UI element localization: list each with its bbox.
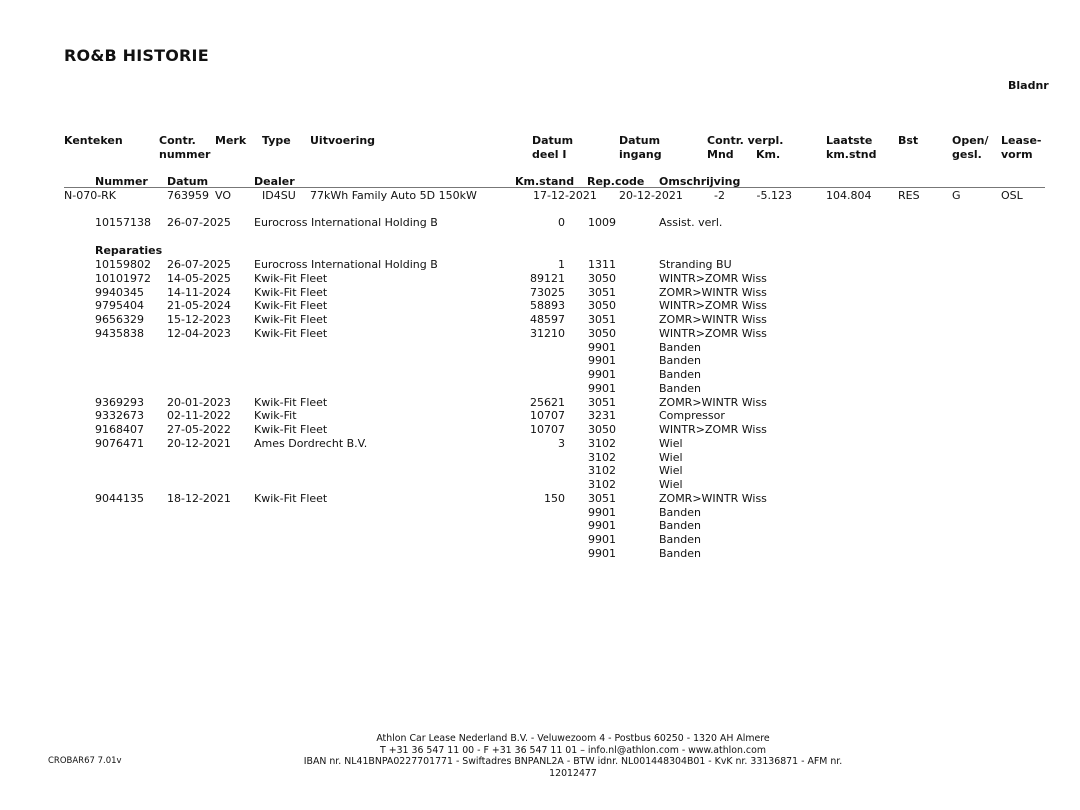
row-omschrijving: Wiel <box>659 436 683 450</box>
row-omschrijving: ZOMR>WINTR Wiss <box>659 491 767 505</box>
vehicle-type: ID4SU <box>262 189 296 202</box>
header-km: Km. <box>756 147 781 161</box>
row-omschrijving: Banden <box>659 340 701 354</box>
row-repcode: 3051 <box>588 285 616 299</box>
row-datum: 14-11-2024 <box>167 285 231 299</box>
row-omschrijving: Wiel <box>659 478 683 491</box>
header-open-line2: gesl. <box>952 147 982 161</box>
row-dealer: Kwik-Fit Fleet <box>254 299 328 313</box>
assist-nummer: 10157138 <box>95 216 151 229</box>
assist-datum: 26-07-2025 <box>167 216 231 229</box>
header-laatste-line1: Laatste <box>826 134 873 147</box>
row-repcode: 3051 <box>588 491 616 505</box>
row-omschrijving: WINTR>ZOMR Wiss <box>659 326 767 340</box>
footer-line-address: Athlon Car Lease Nederland B.V. - Veluwezoom 4 - Postbus 60250 - 1320 AH Almere <box>376 733 770 744</box>
assist-dealer: Eurocross International Holding B <box>254 216 438 229</box>
row-kmstand: 10707 <box>530 409 565 423</box>
row-repcode: 3050 <box>588 299 616 313</box>
row-dealer: Kwik-Fit <box>254 409 297 423</box>
header-datum-ingang-line1: Datum <box>619 134 661 147</box>
row-repcode: 9901 <box>588 505 616 519</box>
row-omschrijving: Banden <box>659 519 701 533</box>
row-nummer: 9044135 <box>95 491 144 505</box>
header-laatste <box>826 134 876 161</box>
header-datum-ingang-line2: ingang <box>619 147 662 161</box>
vehicle-open-gesl: G <box>952 189 961 202</box>
row-kmstand: 150 <box>544 491 565 505</box>
row-repcode: 9901 <box>588 354 616 368</box>
row-datum: 14-05-2025 <box>167 271 231 285</box>
header-datum-deel1-line2: deel I <box>532 147 567 161</box>
header-merk: Merk <box>215 134 247 147</box>
subheader-omschrijving: Omschrijving <box>659 175 741 188</box>
header-laatste-line2: km.stnd <box>826 147 877 161</box>
row-repcode: 1311 <box>588 258 616 271</box>
footer-line-contact: T +31 36 547 11 00 - F +31 36 547 11 01 – info.nl@athlon.com - www.athlon.com <box>380 744 766 756</box>
row-dealer: Kwik-Fit Fleet <box>254 271 328 285</box>
row-dealer: Kwik-Fit Fleet <box>254 326 328 340</box>
row-repcode: 9901 <box>588 533 616 546</box>
header-uitvoering: Uitvoering <box>310 134 376 147</box>
row-dealer: Ames Dordrecht B.V. <box>254 436 368 450</box>
row-repcode: 3050 <box>588 326 616 340</box>
assist-omschrijving: Assist. verl. <box>659 216 723 229</box>
subheader-nummer: Nummer <box>95 175 148 188</box>
reparaties-label: Reparaties <box>95 244 163 257</box>
row-kmstand: 58893 <box>530 299 565 313</box>
row-nummer: 10101972 <box>95 271 151 285</box>
row-dealer: Kwik-Fit Fleet <box>254 285 328 299</box>
row-kmstand: 31210 <box>530 326 565 340</box>
row-omschrijving: WINTR>ZOMR Wiss <box>659 271 767 285</box>
header-lease-line2: vorm <box>1001 147 1033 161</box>
row-repcode: 3231 <box>588 409 616 423</box>
row-omschrijving: Banden <box>659 368 701 381</box>
row-nummer: 9940345 <box>95 285 144 299</box>
row-kmstand: 89121 <box>530 271 565 285</box>
footer-line-bank: IBAN nr. NL41BNPA0227701771 - Swiftadres BNPANL2A - BTW idnr. NL001448304B01 - KvK nr. 33136871 - AFM nr. 12012477 <box>303 756 843 779</box>
row-kmstand: 1 <box>558 258 565 271</box>
row-nummer: 9168407 <box>95 423 144 436</box>
row-omschrijving: WINTR>ZOMR Wiss <box>659 423 767 436</box>
vehicle-datum-deel1: 17-12-2021 <box>533 189 597 202</box>
header-open-gesl <box>952 134 989 161</box>
row-dealer: Kwik-Fit Fleet <box>254 491 328 505</box>
bladnr-label: Bladnr <box>1008 79 1049 92</box>
row-omschrijving: Wiel <box>659 450 683 464</box>
row-nummer: 9656329 <box>95 313 144 326</box>
header-contr-line2: nummer <box>159 147 211 161</box>
row-datum: 27-05-2022 <box>167 423 231 436</box>
row-datum: 12-04-2023 <box>167 326 231 340</box>
header-datum-deel1 <box>532 134 573 161</box>
page-title: RO&B HISTORIE <box>64 46 209 65</box>
header-divider <box>64 187 1045 188</box>
vehicle-uitvoering: 77kWh Family Auto 5D 150kW <box>310 189 477 202</box>
header-kenteken: Kenteken <box>64 134 123 147</box>
row-nummer: 9795404 <box>95 299 144 313</box>
row-dealer: Kwik-Fit Fleet <box>254 423 328 436</box>
row-omschrijving: ZOMR>WINTR Wiss <box>659 313 767 326</box>
row-repcode: 3102 <box>588 464 616 478</box>
row-datum: 02-11-2022 <box>167 409 231 423</box>
row-repcode: 9901 <box>588 381 616 395</box>
row-omschrijving: Compressor <box>659 409 725 423</box>
row-dealer: Eurocross International Holding B <box>254 258 438 271</box>
row-repcode: 3051 <box>588 395 616 409</box>
row-repcode: 9901 <box>588 519 616 533</box>
row-dealer: Kwik-Fit Fleet <box>254 313 328 326</box>
row-datum: 21-05-2024 <box>167 299 231 313</box>
header-lease-vorm <box>1001 134 1041 161</box>
vehicle-datum-ingang: 20-12-2021 <box>619 189 683 202</box>
vehicle-contract: 763959 <box>167 189 209 202</box>
row-omschrijving: Banden <box>659 354 701 368</box>
header-bst: Bst <box>898 134 919 147</box>
row-repcode: 3051 <box>588 313 616 326</box>
subheader-kmstand: Km.stand <box>515 175 575 188</box>
header-contr-verpl: Contr. verpl. <box>707 134 784 147</box>
row-omschrijving: ZOMR>WINTR Wiss <box>659 395 767 409</box>
row-datum: 26-07-2025 <box>167 258 231 271</box>
row-omschrijving: Banden <box>659 533 701 546</box>
header-open-line1: Open/ <box>952 134 989 147</box>
row-kmstand: 73025 <box>530 285 565 299</box>
row-repcode: 3050 <box>588 271 616 285</box>
row-repcode: 9901 <box>588 340 616 354</box>
footer <box>280 733 866 779</box>
row-nummer: 9332673 <box>95 409 144 423</box>
vehicle-lease-vorm: OSL <box>1001 189 1023 202</box>
row-repcode: 9901 <box>588 368 616 381</box>
row-omschrijving: WINTR>ZOMR Wiss <box>659 299 767 313</box>
assist-kmstand: 0 <box>558 216 565 229</box>
row-repcode: 3050 <box>588 423 616 436</box>
row-repcode: 3102 <box>588 450 616 464</box>
header-type: Type <box>262 134 291 147</box>
row-omschrijving: Banden <box>659 546 701 560</box>
vehicle-bst: RES <box>898 189 920 202</box>
header-datum-deel1-line1: Datum <box>532 134 574 147</box>
row-nummer: 9435838 <box>95 326 144 340</box>
row-datum: 18-12-2021 <box>167 491 231 505</box>
row-omschrijving: Stranding BU <box>659 258 732 271</box>
row-datum: 20-12-2021 <box>167 436 231 450</box>
row-omschrijving: Wiel <box>659 464 683 478</box>
header-contr-line1: Contr. <box>159 134 196 147</box>
subheader-datum: Datum <box>167 175 209 188</box>
row-omschrijving: ZOMR>WINTR Wiss <box>659 285 767 299</box>
row-repcode: 9901 <box>588 546 616 560</box>
row-omschrijving: Banden <box>659 505 701 519</box>
row-dealer: Kwik-Fit Fleet <box>254 395 328 409</box>
vehicle-laatste-km: 104.804 <box>826 189 872 202</box>
row-nummer: 9369293 <box>95 395 144 409</box>
row-kmstand: 3 <box>558 436 565 450</box>
row-datum: 20-01-2023 <box>167 395 231 409</box>
vehicle-km: -5.123 <box>756 189 792 202</box>
header-datum-ingang <box>619 134 662 161</box>
subheader-repcode: Rep.code <box>587 175 645 188</box>
document-code: CROBAR67 7.01v <box>48 756 122 766</box>
row-nummer: 9076471 <box>95 436 144 450</box>
header-mnd: Mnd <box>707 147 734 161</box>
row-nummer: 10159802 <box>95 258 151 271</box>
header-lease-line1: Lease- <box>1001 134 1042 147</box>
vehicle-mnd: -2 <box>714 189 725 202</box>
row-datum: 15-12-2023 <box>167 313 231 326</box>
assist-repcode: 1009 <box>588 216 616 229</box>
row-omschrijving: Banden <box>659 381 701 395</box>
row-repcode: 3102 <box>588 436 616 450</box>
subheader-dealer: Dealer <box>254 175 295 188</box>
row-kmstand: 48597 <box>530 313 565 326</box>
row-kmstand: 10707 <box>530 423 565 436</box>
row-repcode: 3102 <box>588 478 616 491</box>
vehicle-kenteken: N-070-RK <box>64 189 117 202</box>
row-kmstand: 25621 <box>530 395 565 409</box>
header-contr-nummer <box>159 134 210 161</box>
vehicle-merk: VO <box>215 189 231 202</box>
